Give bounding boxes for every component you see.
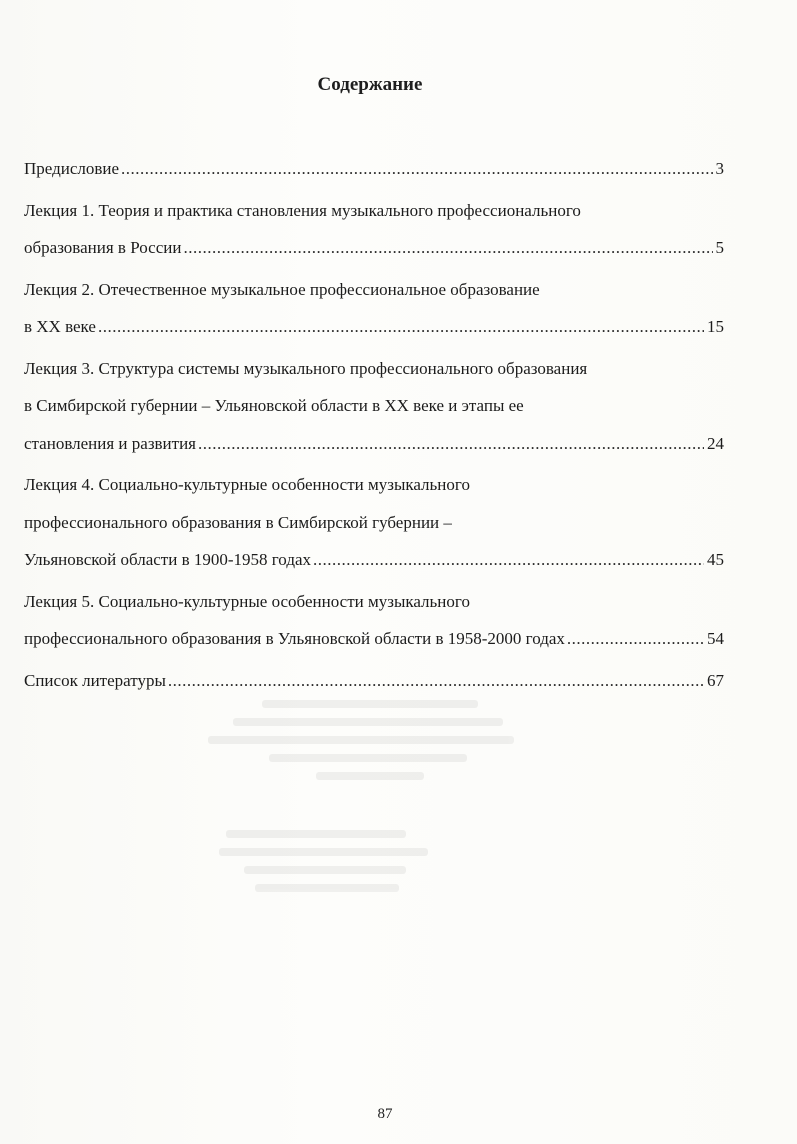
toc-entry-lecture-2[interactable] xyxy=(24,271,724,346)
toc-entry-lecture-1[interactable] xyxy=(24,192,724,267)
page-number: 87 xyxy=(377,1106,393,1122)
toc-entry-title-line: профессионального образования в Симбирской губернии – xyxy=(24,512,452,532)
toc-page-number: 15 xyxy=(707,317,724,336)
toc-entry-title-line: Лекция 3. Структура системы музыкального профессионального образования xyxy=(24,358,588,378)
toc-entry-last-line xyxy=(24,620,724,658)
toc-page-number: 24 xyxy=(707,433,724,453)
toc-entry-title-line: Лекция 1. Теория и практика становления музыкального профессионального xyxy=(24,200,581,220)
toc-entry-last-line xyxy=(24,662,724,700)
toc-entry-lecture-5[interactable] xyxy=(24,583,724,658)
table-of-contents xyxy=(24,150,724,699)
page-title: Содержание xyxy=(317,74,423,95)
toc-entry-title-line: Лекция 4. Социально-культурные особенности музыкального xyxy=(24,475,470,494)
toc-entry-last-line xyxy=(24,308,724,346)
toc-page-number: 5 xyxy=(715,238,724,257)
toc-entry-lecture-3[interactable] xyxy=(24,350,724,463)
toc-entry-preface[interactable] xyxy=(24,150,724,188)
toc-page-number: 3 xyxy=(715,159,724,178)
toc-entry-title-line: в Симбирской губернии – Ульяновской области в XX веке и этапы ее xyxy=(24,396,524,415)
toc-page-number: 45 xyxy=(707,550,724,569)
toc-entry-last-line xyxy=(24,150,724,188)
toc-entry-last-line xyxy=(24,229,724,267)
dot-leader xyxy=(121,150,712,188)
toc-entry-title-line: Лекция 5. Социально-культурные особенности музыкального xyxy=(24,591,470,611)
toc-page-number: 67 xyxy=(707,670,724,690)
dot-leader xyxy=(98,308,704,346)
toc-entry-title: Предисловие xyxy=(24,159,120,178)
dot-leader xyxy=(313,541,704,579)
toc-page-number: 54 xyxy=(707,629,724,648)
toc-entry-lecture-4[interactable] xyxy=(24,466,724,579)
toc-entry-title: становления и развития xyxy=(24,433,197,453)
dot-leader xyxy=(567,620,704,658)
toc-entry-title: образования в России xyxy=(24,238,182,257)
toc-entry-title: Список литературы xyxy=(24,670,166,690)
toc-entry-title: в XX веке xyxy=(24,317,96,336)
toc-entry-title: профессионального образования в Ульяновской области в 1958-2000 годах xyxy=(24,629,565,648)
toc-entry-last-line xyxy=(24,541,724,579)
dot-leader xyxy=(168,662,704,700)
toc-entry-title-line: Лекция 2. Отечественное музыкальное профессиональное образование xyxy=(24,279,540,299)
dot-leader xyxy=(198,425,704,463)
toc-entry-bibliography[interactable] xyxy=(24,662,724,700)
toc-entry-last-line xyxy=(24,425,724,463)
toc-entry-title: Ульяновской области в 1900-1958 годах xyxy=(24,550,312,569)
bleed-through-text xyxy=(190,690,550,910)
dot-leader xyxy=(183,229,712,267)
